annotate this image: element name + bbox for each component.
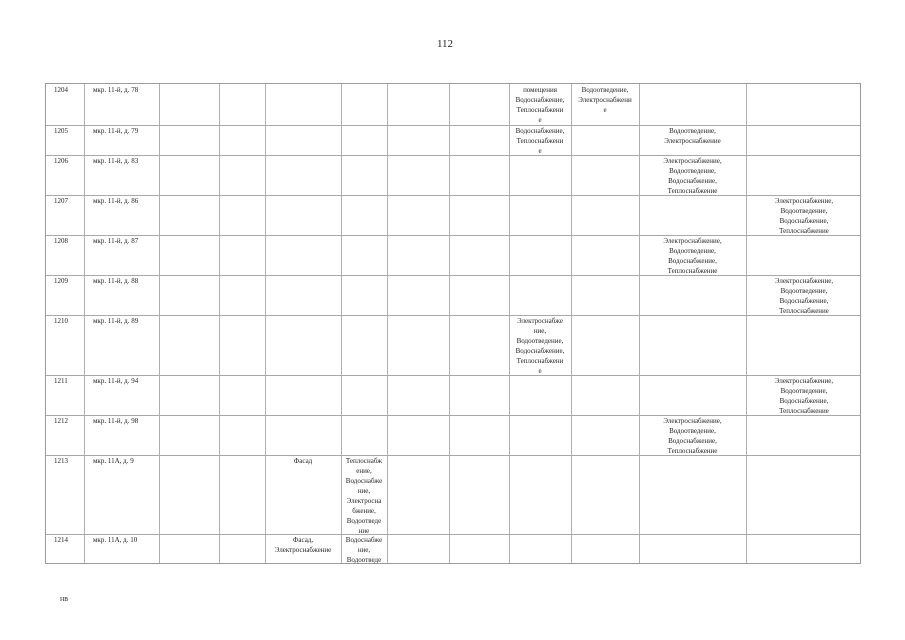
work-type-cell [341, 416, 387, 455]
row-number-cell: 1214 [54, 536, 68, 544]
work-type-cell [159, 156, 219, 195]
work-type-cell: Электроснабжение, Водоотведение, Водоснабжение, Теплоснабжение [774, 277, 834, 315]
work-type-cell [639, 196, 746, 235]
work-type-cell [265, 276, 341, 315]
work-type-cell [449, 276, 509, 315]
work-type-cell [159, 276, 219, 315]
work-type-cell [449, 156, 509, 195]
address-cell: мкр. 11-й, д. 83 [93, 157, 139, 165]
work-type-cell [219, 316, 265, 375]
footer-mark: нв [60, 594, 69, 603]
work-type-cell [746, 156, 862, 195]
work-type-cell [159, 126, 219, 155]
work-type-cell [509, 456, 571, 534]
work-type-cell [449, 236, 509, 275]
address-cell: мкр. 11-й, д. 88 [93, 277, 139, 285]
work-type-cell [387, 416, 449, 455]
work-type-cell [639, 535, 746, 565]
work-type-cell [746, 416, 862, 455]
page-number: 112 [436, 38, 454, 50]
work-type-cell [571, 156, 639, 195]
work-type-cell [387, 456, 449, 534]
work-type-cell [265, 126, 341, 155]
work-type-cell [341, 276, 387, 315]
work-type-cell [509, 276, 571, 315]
work-type-cell [509, 376, 571, 415]
work-type-cell [341, 85, 387, 125]
work-type-cell [746, 85, 862, 125]
work-type-cell [639, 456, 746, 534]
work-type-cell: помещения Водоснабжение, Теплоснабжени е [515, 86, 565, 124]
work-type-cell [341, 316, 387, 375]
work-type-cell [341, 156, 387, 195]
work-type-cell [449, 416, 509, 455]
work-type-cell [341, 376, 387, 415]
work-type-cell [639, 316, 746, 375]
work-type-cell: Водоснабжение, Теплоснабжени е [515, 127, 565, 155]
address-cell: мкр. 11-й, д. 89 [93, 317, 139, 325]
work-type-cell [509, 416, 571, 455]
work-type-cell [639, 85, 746, 125]
work-type-cell [159, 416, 219, 455]
work-type-cell [159, 85, 219, 125]
work-type-cell [159, 535, 219, 565]
work-type-cell [159, 236, 219, 275]
work-type-cell [159, 456, 219, 534]
work-type-cell [571, 276, 639, 315]
work-type-cell [509, 236, 571, 275]
work-type-cell [571, 376, 639, 415]
row-number-cell: 1204 [54, 86, 68, 94]
row-number-cell: 1210 [54, 317, 68, 325]
address-cell: мкр. 11А, д. 9 [93, 457, 134, 465]
work-type-cell [509, 156, 571, 195]
work-type-cell [746, 236, 862, 275]
work-type-cell [387, 376, 449, 415]
work-type-cell [449, 85, 509, 125]
work-type-cell [449, 535, 509, 565]
work-type-cell: Электроснабжение, Водоотведение, Водоснабжение, Теплоснабжение [663, 237, 722, 275]
work-type-cell: Электроснабжение, Водоотведение, Водоснабжение, Теплоснабжение [663, 417, 722, 455]
work-type-cell [265, 316, 341, 375]
work-type-cell [449, 316, 509, 375]
work-type-cell [341, 196, 387, 235]
work-type-cell [639, 276, 746, 315]
work-type-cell [219, 196, 265, 235]
address-cell: мкр. 11-й, д. 78 [93, 86, 139, 94]
work-type-cell [449, 456, 509, 534]
work-type-cell [265, 236, 341, 275]
work-type-cell [219, 85, 265, 125]
work-type-cell [265, 416, 341, 455]
address-cell: мкр. 11-й, д. 86 [93, 197, 139, 205]
work-type-cell [219, 276, 265, 315]
work-type-cell [449, 376, 509, 415]
work-type-cell: Электроснабжение, Водоотведение, Водоснабжение, Теплоснабжение [663, 157, 722, 195]
address-cell: мкр. 11А, д. 10 [93, 536, 138, 544]
work-type-cell [341, 126, 387, 155]
work-type-cell [219, 456, 265, 534]
work-type-cell [746, 535, 862, 565]
work-type-cell [387, 316, 449, 375]
work-type-cell: Водоотведение, Электроснабжени е [578, 86, 632, 114]
work-type-cell [159, 376, 219, 415]
work-type-cell [341, 236, 387, 275]
work-type-cell [387, 156, 449, 195]
row-number-cell: 1209 [54, 277, 68, 285]
work-type-cell [219, 236, 265, 275]
work-type-cell [449, 196, 509, 235]
work-type-cell [387, 126, 449, 155]
row-number-cell: 1205 [54, 127, 68, 135]
work-type-cell [159, 316, 219, 375]
work-type-cell [571, 416, 639, 455]
work-type-cell [509, 535, 571, 565]
row-number-cell: 1213 [54, 457, 68, 465]
work-type-cell: Фасад, Электроснабжение [274, 536, 332, 554]
work-type-cell [265, 85, 341, 125]
work-type-cell: Электроснабже ние, Водоотведение, Водоснабжение, Теплоснабжени е [515, 317, 565, 375]
work-type-cell [571, 236, 639, 275]
work-type-cell [265, 196, 341, 235]
work-type-cell: Электроснабжение, Водоотведение, Водоснабжение, Теплоснабжение [774, 377, 834, 415]
row-number-cell: 1208 [54, 237, 68, 245]
work-type-cell [746, 126, 862, 155]
work-type-cell: Фасад [293, 457, 313, 465]
work-type-cell [265, 156, 341, 195]
work-type-cell: Водоотведение, Электроснабжение [664, 127, 721, 145]
work-type-cell [387, 535, 449, 565]
work-type-cell [639, 376, 746, 415]
work-type-cell [746, 456, 862, 534]
work-type-cell [387, 85, 449, 125]
row-number-cell: 1207 [54, 197, 68, 205]
address-cell: мкр. 11-й, д. 87 [93, 237, 139, 245]
work-type-cell: Водоснабже ние, Водоотведе [345, 536, 383, 564]
address-cell: мкр. 11-й, д. 98 [93, 417, 139, 425]
work-type-cell [509, 196, 571, 235]
address-cell: мкр. 11-й, д. 94 [93, 377, 139, 385]
work-type-cell [571, 535, 639, 565]
row-number-cell: 1212 [54, 417, 68, 425]
work-type-cell [219, 376, 265, 415]
work-type-cell [387, 276, 449, 315]
row-number-cell: 1211 [54, 377, 68, 385]
work-type-cell [219, 156, 265, 195]
row-number-cell: 1206 [54, 157, 68, 165]
work-type-cell [571, 456, 639, 534]
work-type-cell [746, 316, 862, 375]
work-type-cell [159, 196, 219, 235]
work-type-cell [219, 126, 265, 155]
work-type-cell [219, 535, 265, 565]
work-type-cell: Электроснабжение, Водоотведение, Водоснабжение, Теплоснабжение [774, 197, 834, 235]
work-type-cell [449, 126, 509, 155]
work-type-cell [571, 196, 639, 235]
work-type-cell [387, 196, 449, 235]
work-type-cell: Теплоснабж ение, Водоснабже ние, Электросна бжение, Водоотведе ние [345, 457, 383, 534]
works-register-table [45, 83, 861, 564]
work-type-cell [265, 376, 341, 415]
work-type-cell [571, 126, 639, 155]
address-cell: мкр. 11-й, д. 79 [93, 127, 139, 135]
work-type-cell [219, 416, 265, 455]
work-type-cell [387, 236, 449, 275]
work-type-cell [571, 316, 639, 375]
